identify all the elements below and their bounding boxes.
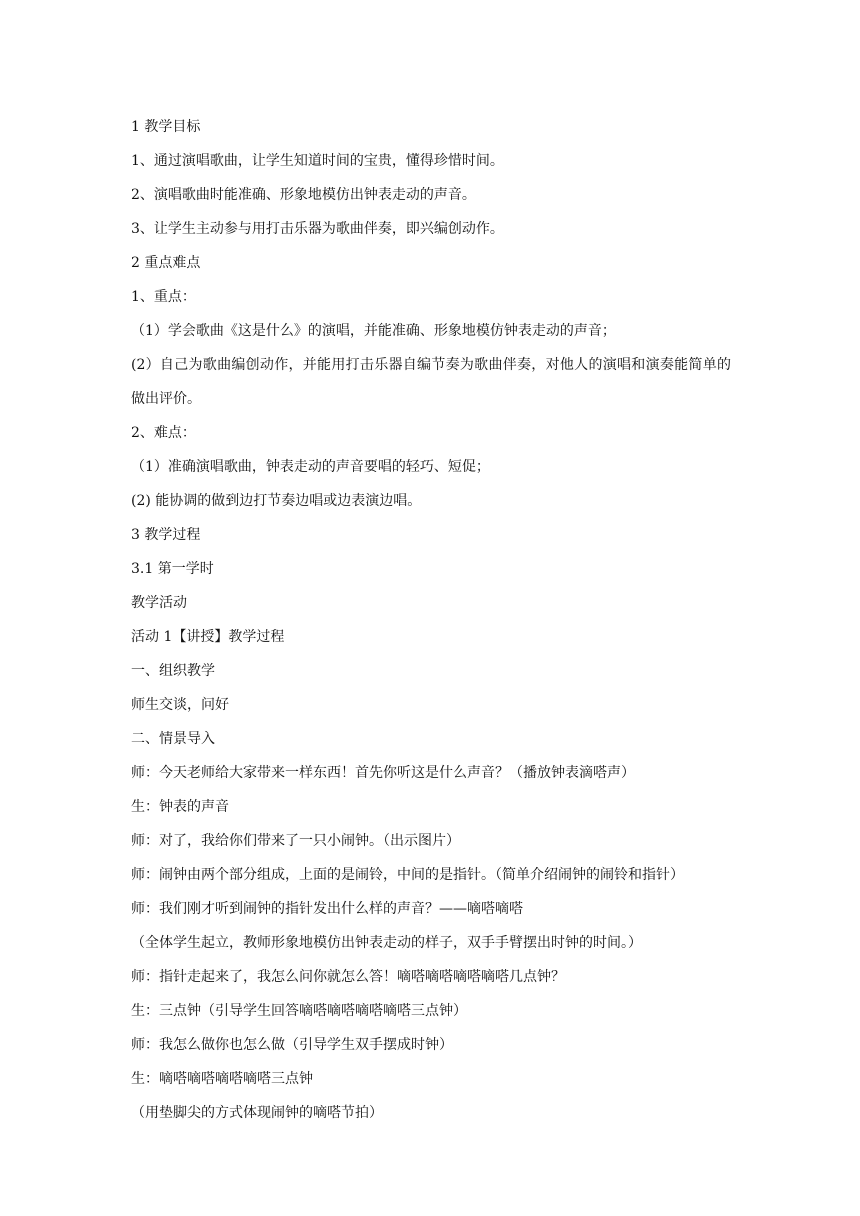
paragraph: 1、通过演唱歌曲，让学生知道时间的宝贵，懂得珍惜时间。 bbox=[131, 153, 504, 169]
paragraph: 二、情景导入 bbox=[131, 731, 215, 747]
paragraph: 活动 1【讲授】教学过程 bbox=[131, 629, 285, 645]
subsection-heading: 3.1 第一学时 bbox=[131, 561, 214, 577]
section-heading-objectives: 1 教学目标 bbox=[131, 119, 201, 135]
paragraph: 师：对了，我给你们带来了一只小闹钟。（出示图片） bbox=[131, 833, 460, 849]
paragraph: 师：指针走起来了，我怎么问你就怎么答！嘀嗒嘀嗒嘀嗒嘀嗒几点钟？ bbox=[131, 969, 565, 985]
paragraph: 2、演唱歌曲时能准确、形象地模仿出钟表走动的声音。 bbox=[131, 187, 476, 203]
paragraph: 师：闹钟由两个部分组成，上面的是闹铃，中间的是指针。（简单介绍闹钟的闹铃和指针） bbox=[131, 867, 684, 883]
document-body bbox=[131, 110, 731, 1130]
paragraph: 师：我们刚才听到闹钟的指针发出什么样的声音？——嘀嗒嘀嗒 bbox=[131, 901, 523, 917]
paragraph: (2）自己为歌曲编创动作，并能用打击乐器自编节奏为歌曲伴奏，对他人的演唱和演奏能简单的做出评价。 bbox=[131, 357, 731, 407]
paragraph: 教学活动 bbox=[131, 595, 187, 611]
paragraph: 2、难点： bbox=[131, 425, 196, 441]
paragraph: 1、重点： bbox=[131, 289, 196, 305]
section-heading-process: 3 教学过程 bbox=[131, 527, 201, 543]
paragraph: (2) 能协调的做到边打节奏边唱或边表演边唱。 bbox=[131, 493, 422, 509]
paragraph: （用垫脚尖的方式体现闹钟的嘀嗒节拍） bbox=[131, 1105, 383, 1121]
paragraph: （1）准确演唱歌曲，钟表走动的声音要唱的轻巧、短促； bbox=[131, 459, 490, 475]
paragraph: 师生交谈，问好 bbox=[131, 697, 229, 713]
paragraph: （全体学生起立，教师形象地模仿出钟表走动的样子，双手手臂摆出时钟的时间。） bbox=[131, 935, 642, 951]
section-heading-key-points: 2 重点难点 bbox=[131, 255, 201, 271]
paragraph: 生：嘀嗒嘀嗒嘀嗒嘀嗒三点钟 bbox=[131, 1071, 313, 1087]
paragraph: 生：钟表的声音 bbox=[131, 799, 229, 815]
paragraph: 一、组织教学 bbox=[131, 663, 215, 679]
paragraph: 生：三点钟（引导学生回答嘀嗒嘀嗒嘀嗒嘀嗒三点钟） bbox=[131, 1003, 467, 1019]
paragraph: 师：今天老师给大家带来一样东西！首先你听这是什么声音？（播放钟表滴嗒声） bbox=[131, 765, 635, 781]
paragraph: 3、让学生主动参与用打击乐器为歌曲伴奏，即兴编创动作。 bbox=[131, 221, 504, 237]
paragraph: 师：我怎么做你也怎么做（引导学生双手摆成时钟） bbox=[131, 1037, 453, 1053]
paragraph: （1）学会歌曲《这是什么》的演唱，并能准确、形象地模仿钟表走动的声音； bbox=[131, 323, 616, 339]
